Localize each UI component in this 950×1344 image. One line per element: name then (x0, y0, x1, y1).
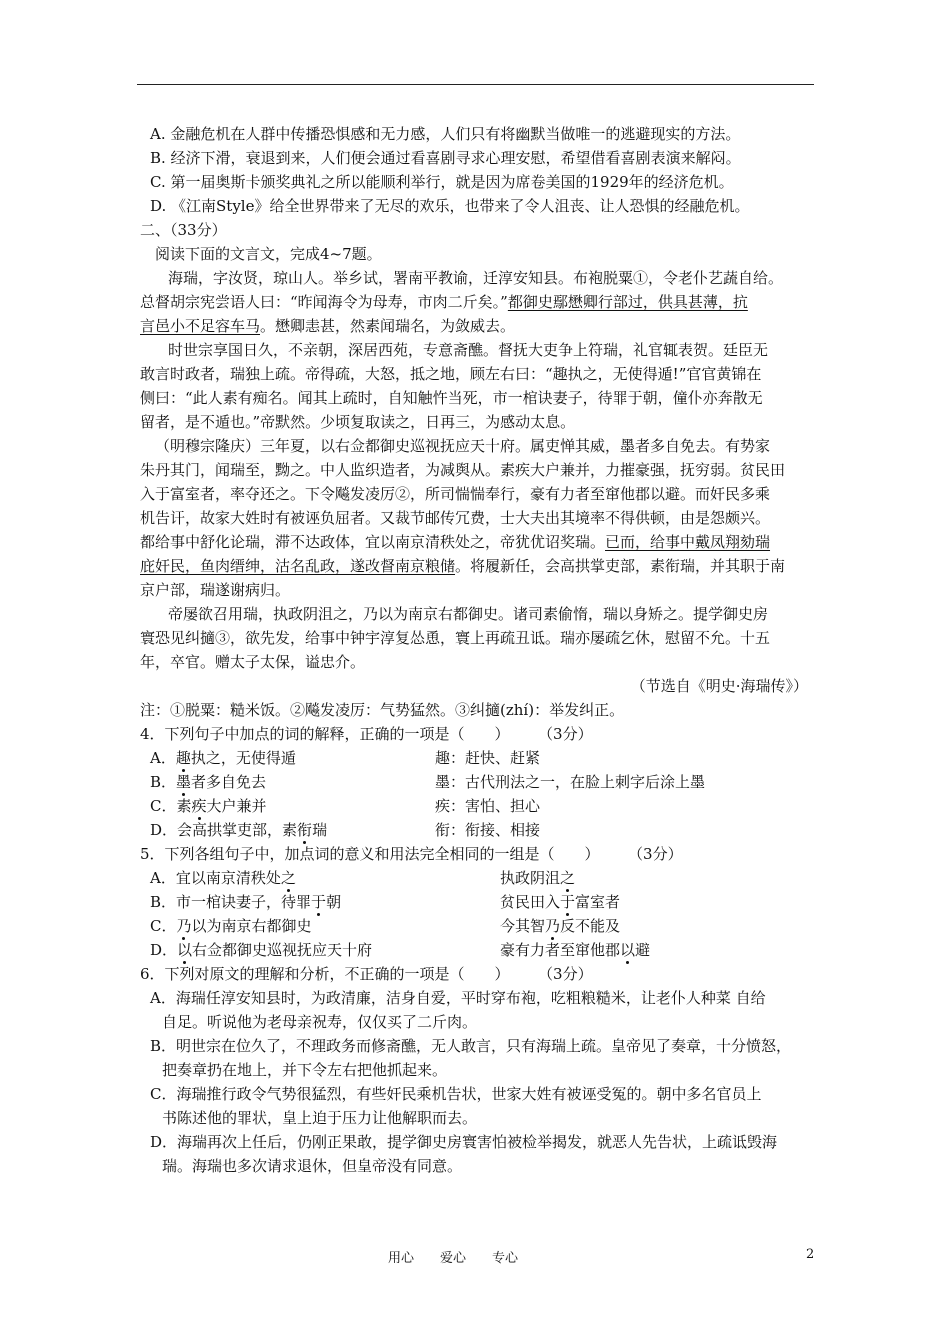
q4-score: （3分） (545, 725, 593, 743)
option-letter: C． (150, 917, 177, 935)
passage-text: 都给事中舒化论瑞，滞不达政体，宜以南京清秩处之，帝犹优诏奖瑞。 (140, 533, 606, 551)
footer-motto: 用心 爱心 专心 (388, 1251, 519, 1266)
q6-option-b: B．明世宗在位久了，不理政务而修斋醮，无人敢言，只有海瑞上疏。皇帝见了奏章，十分愤怒， (150, 1037, 792, 1055)
option-text: 贫民田入 (500, 893, 561, 911)
passage-line: 帝屡欲召用瑞，执政阴沮之，乃以为南京右都御史。诸司素偷惰，瑞以身矫之。提学御史房 (168, 605, 769, 623)
q5-stem (140, 842, 820, 866)
passage-line: 敢言时政者，瑞独上疏。帝得疏，大怒，抵之地，顾左右曰：“趣执之，无使得遁!”官官黄锦在 (140, 365, 762, 383)
underlined-sentence: 言邑小不足容车马 (140, 317, 261, 335)
option-text: 瑞 (312, 821, 328, 839)
q3-option-c: C. 第一届奥斯卡颁奖典礼之所以能顺利举行，就是因为席卷美国的1929年的经济危机。 (150, 173, 734, 191)
q6-option-d-cont: 瑞。海瑞也多次请求退休，但皇帝没有同意。 (162, 1157, 463, 1175)
option-letter: B． (150, 773, 177, 791)
passage-line: （明穆宗隆庆）三年夏，以右佥都御史巡视抚应天十府。属吏惮其威，墨者多自免去。有势家 (155, 437, 771, 455)
q5-score: （3分） (635, 845, 683, 863)
option-text: 反不能及 (560, 917, 621, 935)
q5-stem-text: 5．下列各组句子中，加点词的意义和用法完全相同的一组是（ ） (140, 845, 600, 863)
option-pair-b (500, 914, 620, 938)
dotted-word: 于 (560, 890, 575, 914)
option-gloss: 趣：赶快、赶紧 (435, 749, 541, 767)
q4-stem (140, 722, 820, 746)
dotted-word: 趣 (176, 746, 191, 770)
dotted-word: 之 (560, 866, 575, 890)
q4-option-d (140, 818, 820, 842)
option-text: 豪有力者至窜他郡 (500, 941, 621, 959)
option-letter: C． (150, 797, 177, 815)
option-gloss: 墨：古代刑法之一，在脸上刺字后涂上墨 (435, 773, 706, 791)
dotted-word: 疾 (192, 794, 207, 818)
dotted-word: 以 (177, 938, 192, 962)
q6-score: （3分） (545, 965, 593, 983)
passage-notes: 注：①脱粟：糙米饭。②飚发凌厉：气势猛然。③纠擿(zhí)：举发纠正。 (140, 701, 625, 719)
option-letter: D． (150, 941, 178, 959)
option-pair-b (500, 938, 650, 962)
q3-option-a: A. 金融危机在人群中传播恐惧感和无力感，人们只有将幽默当做唯一的逃避现实的方法。 (150, 125, 741, 143)
passage-line (140, 530, 820, 554)
q5-option-d (140, 938, 820, 962)
option-text: 右佥都御史巡视抚应天十府 (192, 941, 373, 959)
q4-stem-text: 4．下列句子中加点的词的解释，正确的一项是（ ） (140, 725, 510, 743)
q6-option-a: A．海瑞任淳安知县时，为政清廉，洁身自爱，平时穿布袍，吃粗粮糙米，让老仆人种菜 自给 (150, 989, 766, 1007)
option-text: 大户兼并 (206, 797, 267, 815)
passage-text: 总督胡宗宪尝语人曰：“昨闻海令为母寿，市肉二斤矣。” (140, 293, 508, 311)
underlined-sentence: 都御史鄢懋卿行部过，供具甚薄，抗 (507, 293, 748, 311)
q4-option-b (140, 770, 820, 794)
passage-text: 。将履新任，会高拱掌吏部，素衔瑞，并其职于南 (455, 557, 786, 575)
passage-text: 。懋卿恚甚，然素闻瑞名，为敛威去。 (260, 317, 516, 335)
q6-stem-text: 6．下列对原文的理解和分析，不正确的一项是（ ） (140, 965, 510, 983)
option-letter: A． (150, 749, 176, 767)
option-pair-b (500, 890, 620, 914)
dotted-word: 于 (311, 890, 326, 914)
page-number: 2 (806, 1247, 815, 1262)
dotted-word: 乃 (176, 914, 191, 938)
option-text: 会高拱掌吏部，素 (177, 821, 298, 839)
underlined-sentence: 已而，给事中戴凤翔劾瑞 (605, 533, 771, 551)
q6-option-b-cont: 把奏章扔在地上，并下令左右把他抓起来。 (162, 1061, 448, 1079)
passage-line: 入于富室者，率夺还之。下令飚发凌厉②，所司惴惴奉行，豪有力者至窜他郡以避。而奸民多乘 (140, 485, 771, 503)
passage-line: 侧曰：“此人素有痴名。闻其上疏时，自知触忤当死，市一棺诀妻子，待罪于朝，僮仆亦奔散无 (140, 389, 763, 407)
passage-line: 时世宗享国日久，不亲朝，深居西苑，专意斋醮。督抚大吏争上符瑞，礼官辄表贺。廷臣无 (168, 341, 769, 359)
passage-line (140, 554, 820, 578)
option-text: 执政阴沮 (500, 869, 561, 887)
dotted-word: 之 (281, 866, 296, 890)
q6-option-c-cont: 书陈述他的罪状，皇上迫于压力让他解职而去。 (162, 1109, 478, 1127)
dotted-word: 以 (620, 938, 635, 962)
q6-option-c: C．海瑞推行政令气势很猛烈，有些奸民乘机告状，世家大姓有被诬受冤的。朝中多名官员上 (150, 1085, 762, 1103)
q5-option-a (140, 866, 820, 890)
q4-option-c (140, 794, 820, 818)
option-letter: B． (150, 893, 177, 911)
dotted-word: 乃 (545, 914, 560, 938)
dotted-word: 墨 (176, 770, 191, 794)
dotted-word: 衔 (297, 818, 312, 842)
passage-line: 海瑞，字汝贤，琼山人。举乡试，署南平教谕，迁淳安知县。布袍脱粟①，令老仆艺蔬自给。 (168, 269, 784, 287)
document-body (140, 122, 820, 1178)
option-text: 市一棺诀妻子，待罪 (176, 893, 312, 911)
section-instruction: 阅读下面的文言文，完成4~7题。 (155, 245, 382, 263)
passage-line (140, 290, 820, 314)
option-text: 避 (635, 941, 651, 959)
passage-source: （节选自《明史·海瑞传》） (630, 677, 808, 695)
q4-option-a (140, 746, 820, 770)
underlined-sentence: 庇奸民，鱼肉缙绅，沽名乱政，遂改督南京粮储 (140, 557, 456, 575)
option-text: 执之，无使得遁 (190, 749, 296, 767)
option-gloss: 衔：衔接、相接 (435, 821, 541, 839)
header-rule (137, 84, 814, 85)
option-text: 素 (176, 797, 192, 815)
section-heading: 二、（33分） (140, 221, 227, 239)
option-pair-b (500, 866, 575, 890)
passage-line: 寰恐见纠擿③，欲先发，给事中钟宇淳复怂恿，寰上再疏丑诋。瑞亦屡疏乞休，慰留不允。十五 (140, 629, 771, 647)
passage-line: 机告讦，故家大姓时有被诬负屈者。又裁节邮传冗费，士大夫出其境率不得供顿，由是怨颇兴。 (140, 509, 771, 527)
q3-option-d: D. 《江南Style》给全世界带来了无尽的欢乐，也带来了令人沮丧、让人恐惧的经融危机。 (150, 197, 750, 215)
option-text: 朝 (326, 893, 342, 911)
option-letter: D． (150, 821, 178, 839)
passage-line: 年，卒官。赠太子太保，谥忠介。 (140, 653, 366, 671)
option-text: 富室者 (575, 893, 621, 911)
option-text: 宜以南京清秩处 (175, 869, 281, 887)
option-letter: A． (150, 869, 176, 887)
option-text: 以为南京右都御史 (191, 917, 312, 935)
option-gloss: 疾：害怕、担心 (435, 797, 541, 815)
passage-line: 京户部，瑞遂谢病归。 (140, 581, 291, 599)
passage-line: 留者，是不遁也。”帝默然。少顷复取读之，日再三，为感动太息。 (140, 413, 576, 431)
passage-line (140, 314, 820, 338)
q5-option-c (140, 914, 820, 938)
q6-stem (140, 962, 820, 986)
option-text: 今其智 (500, 917, 546, 935)
q3-option-b: B. 经济下滑，衰退到来，人们便会通过看喜剧寻求心理安慰，希望借看喜剧表演来解闷。 (150, 149, 741, 167)
q6-option-a-cont: 自足。听说他为老母亲祝寿，仅仅买了二斤肉。 (162, 1013, 478, 1031)
q5-option-b (140, 890, 820, 914)
passage-line: 朱丹其门，闻瑞至，黝之。中人监织造者，为减舆从。素疾大户兼并，力摧豪强，抚穷弱。贫民田 (140, 461, 786, 479)
q6-option-d: D．海瑞再次上任后，仍刚正果敢，提学御史房寰害怕被检举揭发，就恶人先告状，上疏诋毁海 (150, 1133, 778, 1151)
option-text: 者多自免去 (191, 773, 267, 791)
